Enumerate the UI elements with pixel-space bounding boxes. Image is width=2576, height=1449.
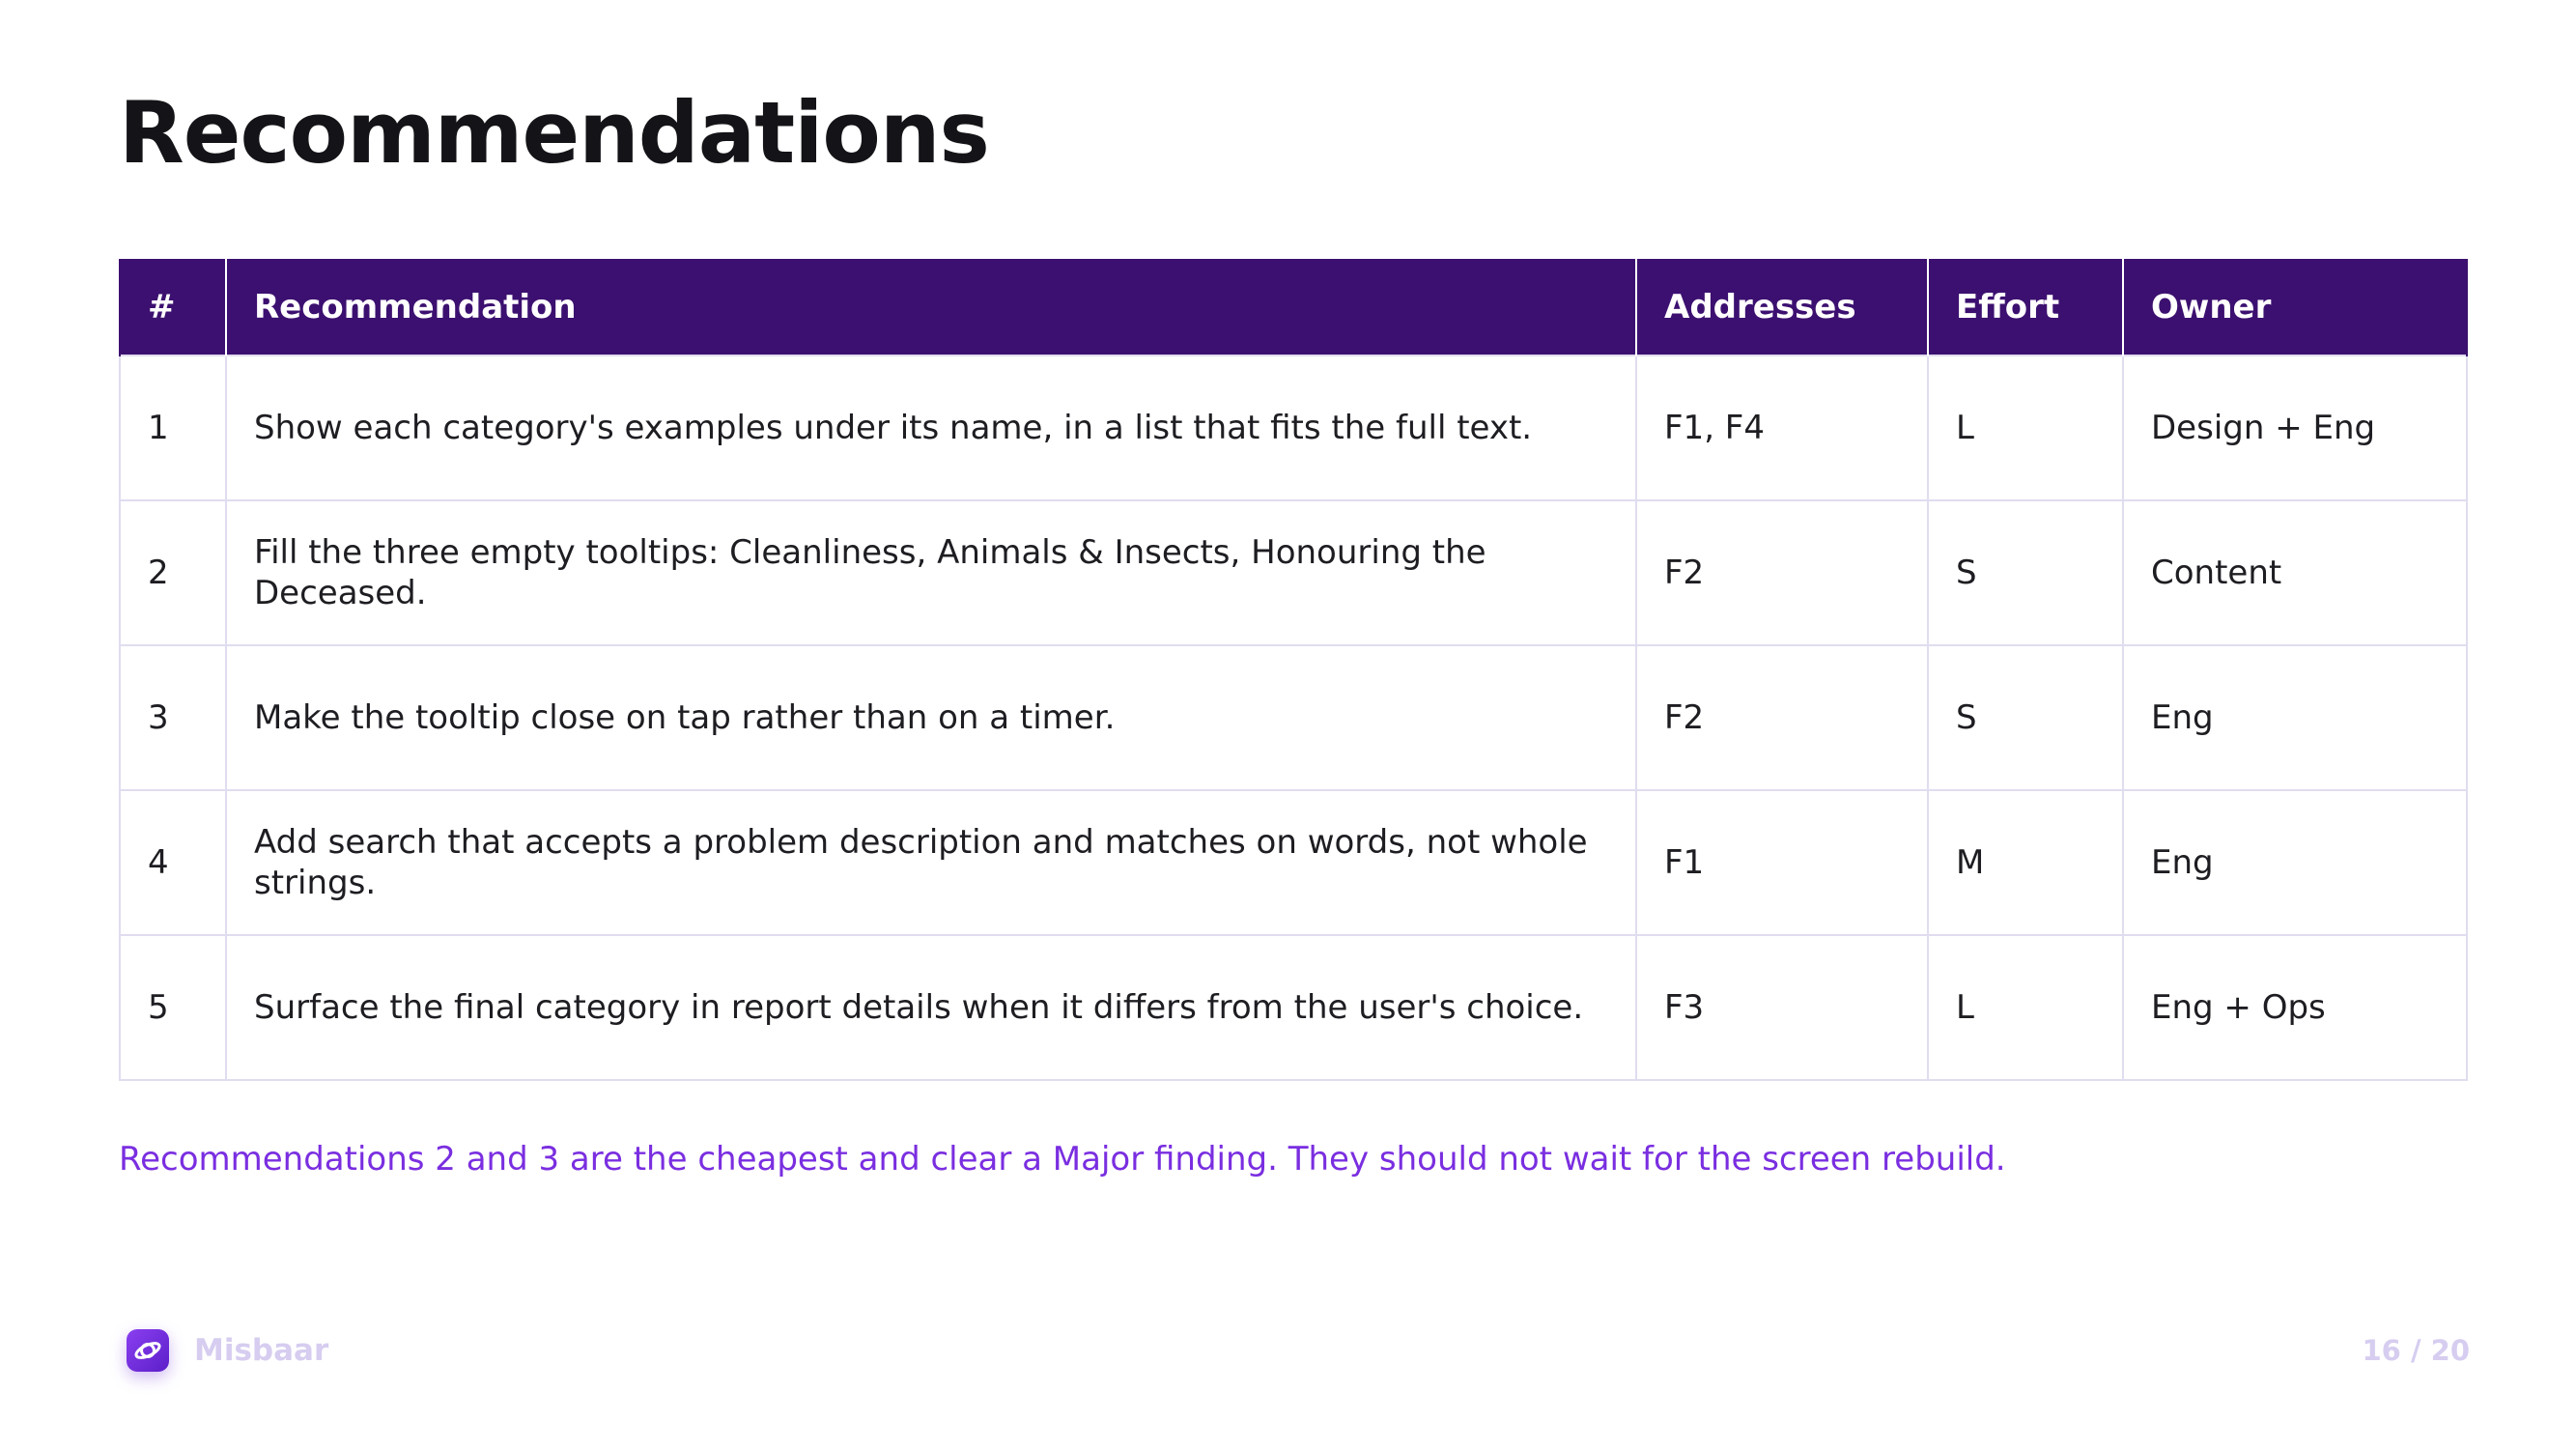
table-row	[120, 645, 2467, 790]
cell-addresses: F3	[1636, 935, 1928, 1080]
cell-owner: Eng + Ops	[2123, 935, 2467, 1080]
column-header-recommendation: Recommendation	[226, 259, 1636, 355]
cell-recommendation: Surface the final category in report details when it differs from the user's choice.	[226, 935, 1636, 1080]
cell-owner: Content	[2123, 500, 2467, 645]
page-number: 16 / 20	[2362, 1334, 2470, 1367]
cell-recommendation: Add search that accepts a problem description and matches on words, not whole strings.	[226, 790, 1636, 935]
cell-owner: Design + Eng	[2123, 355, 2467, 500]
cell-effort: M	[1928, 790, 2123, 935]
cell-number: 3	[120, 645, 226, 790]
cell-effort: L	[1928, 355, 2123, 500]
column-header-addresses: Addresses	[1636, 259, 1928, 355]
recommendations-table	[119, 259, 2468, 1081]
cell-owner: Eng	[2123, 790, 2467, 935]
cell-number: 1	[120, 355, 226, 500]
cell-owner: Eng	[2123, 645, 2467, 790]
cell-effort: S	[1928, 500, 2123, 645]
cell-recommendation: Fill the three empty tooltips: Cleanliness, Animals & Insects, Honouring the Deceased.	[226, 500, 1636, 645]
cell-recommendation: Make the tooltip close on tap rather than on a timer.	[226, 645, 1636, 790]
cell-addresses: F2	[1636, 645, 1928, 790]
column-header-effort: Effort	[1928, 259, 2123, 355]
callout-note: Recommendations 2 and 3 are the cheapest and clear a Major finding. They should not wait for the screen rebuild.	[119, 1140, 2006, 1179]
cell-effort: S	[1928, 645, 2123, 790]
column-header-owner: Owner	[2123, 259, 2467, 355]
cell-number: 4	[120, 790, 226, 935]
page-title: Recommendations	[119, 83, 989, 183]
table-row	[120, 935, 2467, 1080]
cell-addresses: F1, F4	[1636, 355, 1928, 500]
table-row	[120, 500, 2467, 645]
table-row	[120, 355, 2467, 500]
orbit-logo-icon	[127, 1329, 169, 1372]
column-header-number: #	[120, 259, 226, 355]
brand-name: Misbaar	[194, 1333, 329, 1368]
cell-number: 2	[120, 500, 226, 645]
cell-effort: L	[1928, 935, 2123, 1080]
cell-addresses: F2	[1636, 500, 1928, 645]
cell-number: 5	[120, 935, 226, 1080]
table-row	[120, 790, 2467, 935]
table-header-row	[120, 259, 2467, 355]
cell-recommendation: Show each category's examples under its name, in a list that fits the full text.	[226, 355, 1636, 500]
cell-addresses: F1	[1636, 790, 1928, 935]
